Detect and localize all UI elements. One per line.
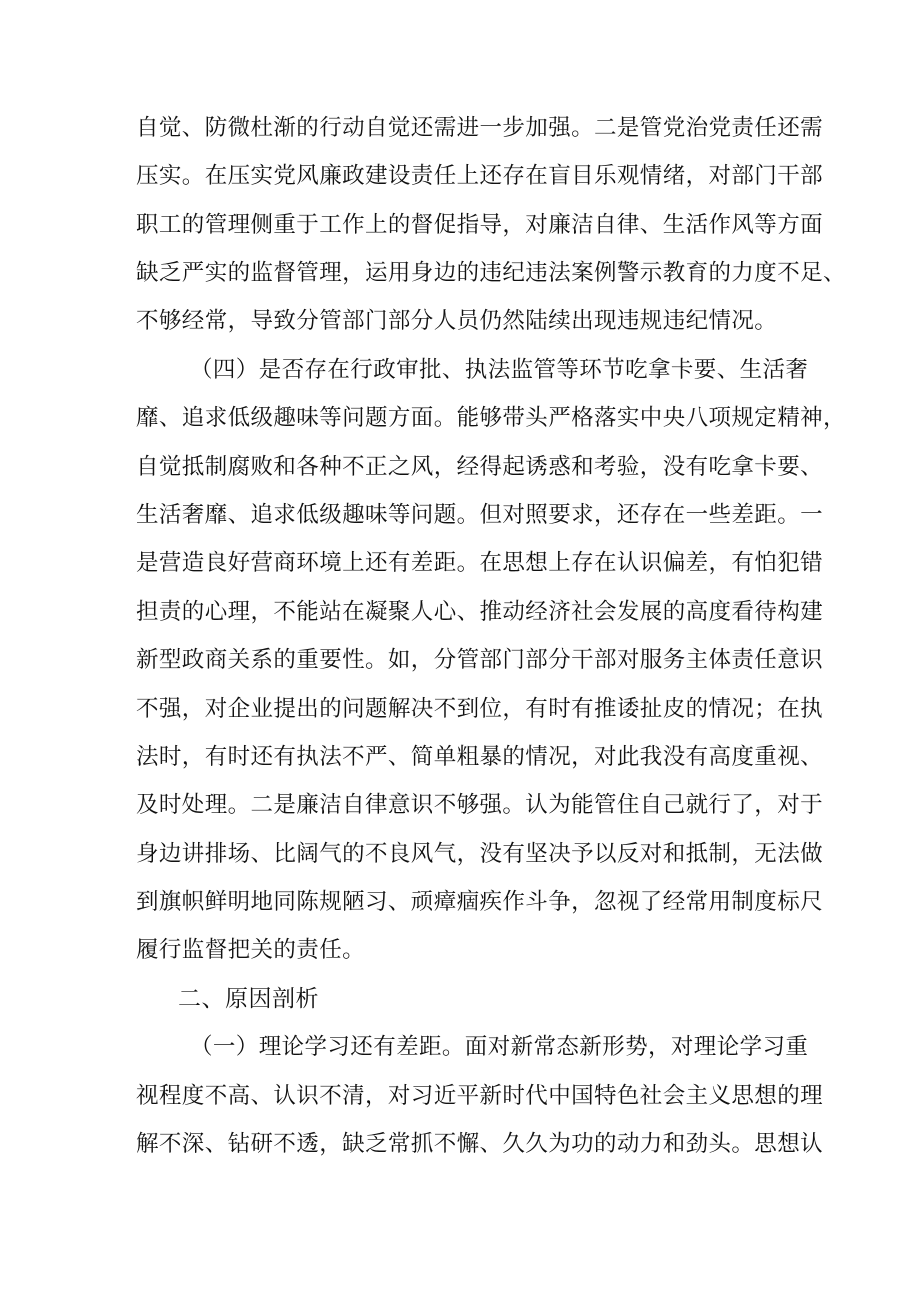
text-line: 职工的管理侧重于工作上的督促指导，对廉洁自律、生活作风等方面 <box>136 212 824 238</box>
section-heading: 二、原因剖析 <box>178 986 319 1012</box>
paragraph-start-line: （四）是否存在行政审批、执法监管等环节吃拿卡要、生活奢 <box>190 357 809 383</box>
text-line: 视程度不高、认识不清，对习近平新时代中国特色社会主义思想的理 <box>136 1083 824 1109</box>
text-line: 身边讲排场、比阔气的不良风气，没有坚决予以反对和抵制，无法做 <box>136 841 824 867</box>
text-line: 担责的心理，不能站在凝聚人心、推动经济社会发展的高度看待构建 <box>136 599 824 625</box>
text-line: 靡、追求低级趣味等问题方面。能够带头严格落实中央八项规定精神， <box>136 405 846 431</box>
text-line: 不够经常，导致分管部门部分人员仍然陆续出现违规违纪情况。 <box>136 308 778 334</box>
text-line: 缺乏严实的监督管理，运用身边的违纪违法案例警示教育的力度不足、 <box>136 260 846 286</box>
text-line: 法时，有时还有执法不严、简单粗暴的情况，对此我没有高度重视、 <box>136 744 824 770</box>
text-line: 到旗帜鲜明地同陈规陋习、顽瘴痼疾作斗争，忽视了经常用制度标尺 <box>136 889 824 915</box>
paragraph-start-line: （一）理论学习还有差距。面对新常态新形势，对理论学习重 <box>190 1034 809 1060</box>
text-line: 新型政商关系的重要性。如，分管部门部分干部对服务主体责任意识 <box>136 647 824 673</box>
text-line: 生活奢靡、追求低级趣味等问题。但对照要求，还存在一些差距。一 <box>136 502 824 528</box>
text-line: 履行监督把关的责任。 <box>136 937 366 963</box>
text-line: 自觉抵制腐败和各种不正之风，经得起诱惑和考验，没有吃拿卡要、 <box>136 454 824 480</box>
text-line: 不强，对企业提出的问题解决不到位，有时有推诿扯皮的情况；在执 <box>136 696 824 722</box>
text-line: 解不深、钻研不透，缺乏常抓不懈、久久为功的动力和劲头。思想认 <box>136 1131 824 1157</box>
text-line: 是营造良好营商环境上还有差距。在思想上存在认识偏差，有怕犯错 <box>136 550 824 576</box>
text-line: 及时处理。二是廉洁自律意识不够强。认为能管住自己就行了，对于 <box>136 792 824 818</box>
text-line: 压实。在压实党风廉政建设责任上还存在盲目乐观情绪，对部门干部 <box>136 163 824 189</box>
text-line: 自觉、防微杜渐的行动自觉还需进一步加强。二是管党治党责任还需 <box>136 115 824 141</box>
